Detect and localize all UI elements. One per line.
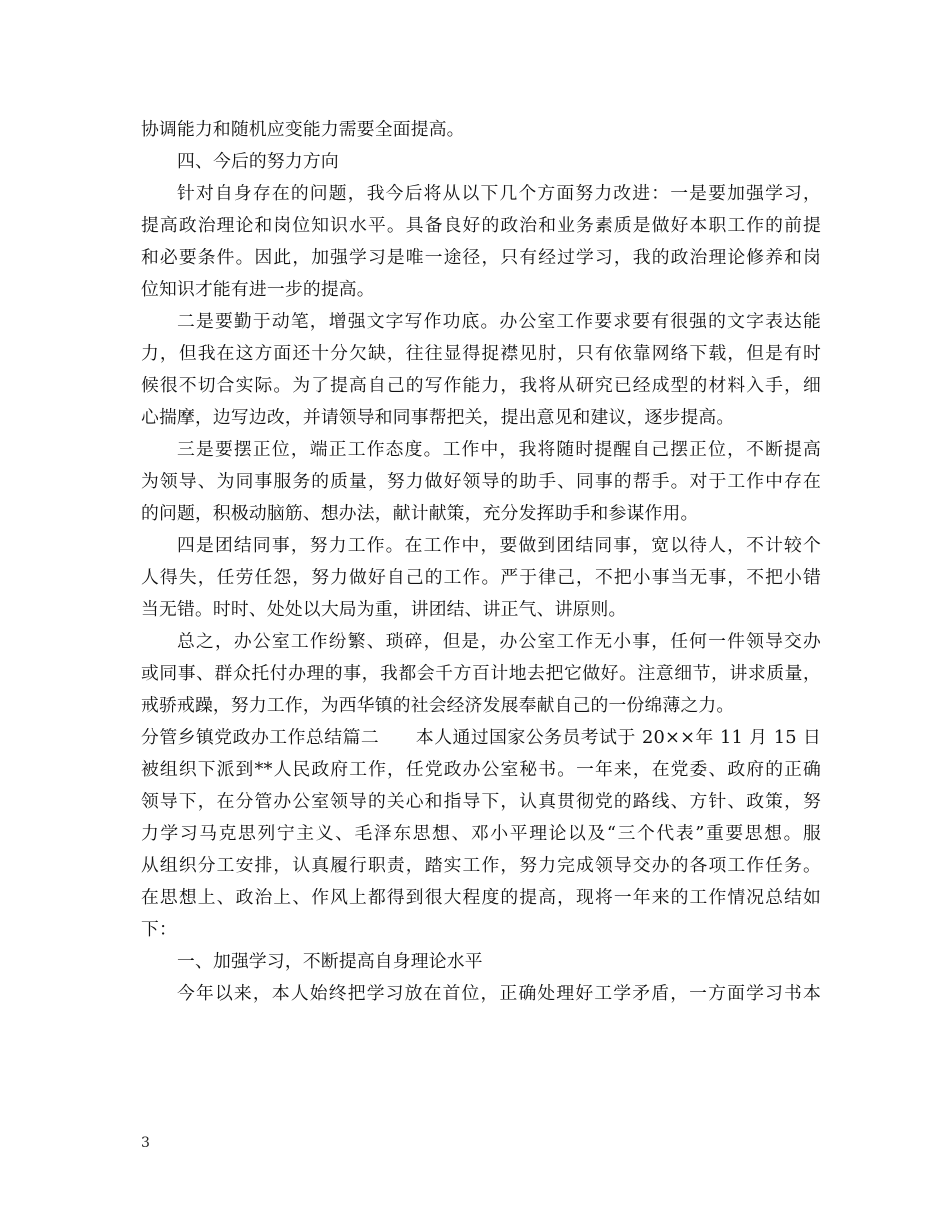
text-line: 力学习马克思列宁主义、毛泽东思想、邓小平理论以及“三个代表”重要思想。服 [141, 823, 821, 844]
section-heading: 四、今后的努力方向 [177, 151, 339, 172]
text-line: 提高政治理论和岗位知识水平。具备良好的政治和业务素质是做好本职工作的前提 [141, 215, 821, 236]
document-body [141, 114, 821, 1010]
text-line: 在思想上、政治上、作风上都得到很大程度的提高，现将一年来的工作情况总结如 [141, 887, 821, 908]
text-line: 和必要条件。因此，加强学习是唯一途径，只有经过学习，我的政治理论修养和岗 [141, 247, 821, 268]
text-line: 总之，办公室工作纷繁、琐碎，但是，办公室工作无小事，任何一件领导交办 [177, 631, 821, 652]
text-line: 协调能力和随机应变能力需要全面提高。 [141, 119, 465, 140]
article-title-line: 分管乡镇党政办工作总结篇二 本人通过国家公务员考试于 20××年 11 月 15 日 [141, 727, 821, 748]
text-line: 人得失，任劳任怨，努力做好自己的工作。严于律己，不把小事当无事，不把小错 [141, 567, 821, 588]
page-number: 3 [141, 1135, 150, 1151]
text-line: 领导下，在分管办公室领导的关心和指导下，认真贯彻党的路线、方针、政策，努 [141, 791, 821, 812]
text-line: 位知识才能有进一步的提高。 [141, 279, 375, 300]
text-line: 或同事、群众托付办理的事，我都会千方百计地去把它做好。注意细节，讲求质量， [141, 663, 821, 684]
text-line: 的问题，积极动脑筋、想办法，献计献策，充分发挥助手和参谋作用。 [141, 503, 699, 524]
section-heading: 一、加强学习，不断提高自身理论水平 [177, 951, 483, 972]
text-line: 力，但我在这方面还十分欠缺，往往显得捉襟见肘，只有依靠网络下载，但是有时 [141, 343, 821, 364]
text-line: 今年以来，本人始终把学习放在首位，正确处理好工学矛盾，一方面学习书本 [177, 983, 821, 1004]
text-line: 二是要勤于动笔，增强文字写作功底。办公室工作要求要有很强的文字表达能 [177, 311, 821, 332]
text-line: 三是要摆正位，端正工作态度。工作中，我将随时提醒自己摆正位，不断提高 [177, 439, 821, 460]
text-line: 从组织分工安排，认真履行职责，踏实工作，努力完成领导交办的各项工作任务。 [141, 855, 821, 876]
text-line: 为领导、为同事服务的质量，努力做好领导的助手、同事的帮手。对于工作中存在 [141, 471, 821, 492]
text-line: 当无错。时时、处处以大局为重，讲团结、讲正气、讲原则。 [141, 599, 627, 620]
text-line: 被组织下派到**人民政府工作，任党政办公室秘书。一年来，在党委、政府的正确 [141, 759, 821, 780]
text-line: 心揣摩，边写边改，并请领导和同事帮把关，提出意见和建议，逐步提高。 [141, 407, 735, 428]
text-line: 戒骄戒躁，努力工作，为西华镇的社会经济发展奉献自己的一份绵薄之力。 [141, 695, 735, 716]
text-line: 四是团结同事，努力工作。在工作中，要做到团结同事，宽以待人，不计较个 [177, 535, 821, 556]
text-line: 针对自身存在的问题，我今后将从以下几个方面努力改进：一是要加强学习， [177, 183, 821, 204]
text-line: 候很不切合实际。为了提高自己的写作能力，我将从研究已经成型的材料入手，细 [141, 375, 821, 396]
text-line: 下： [141, 919, 177, 940]
